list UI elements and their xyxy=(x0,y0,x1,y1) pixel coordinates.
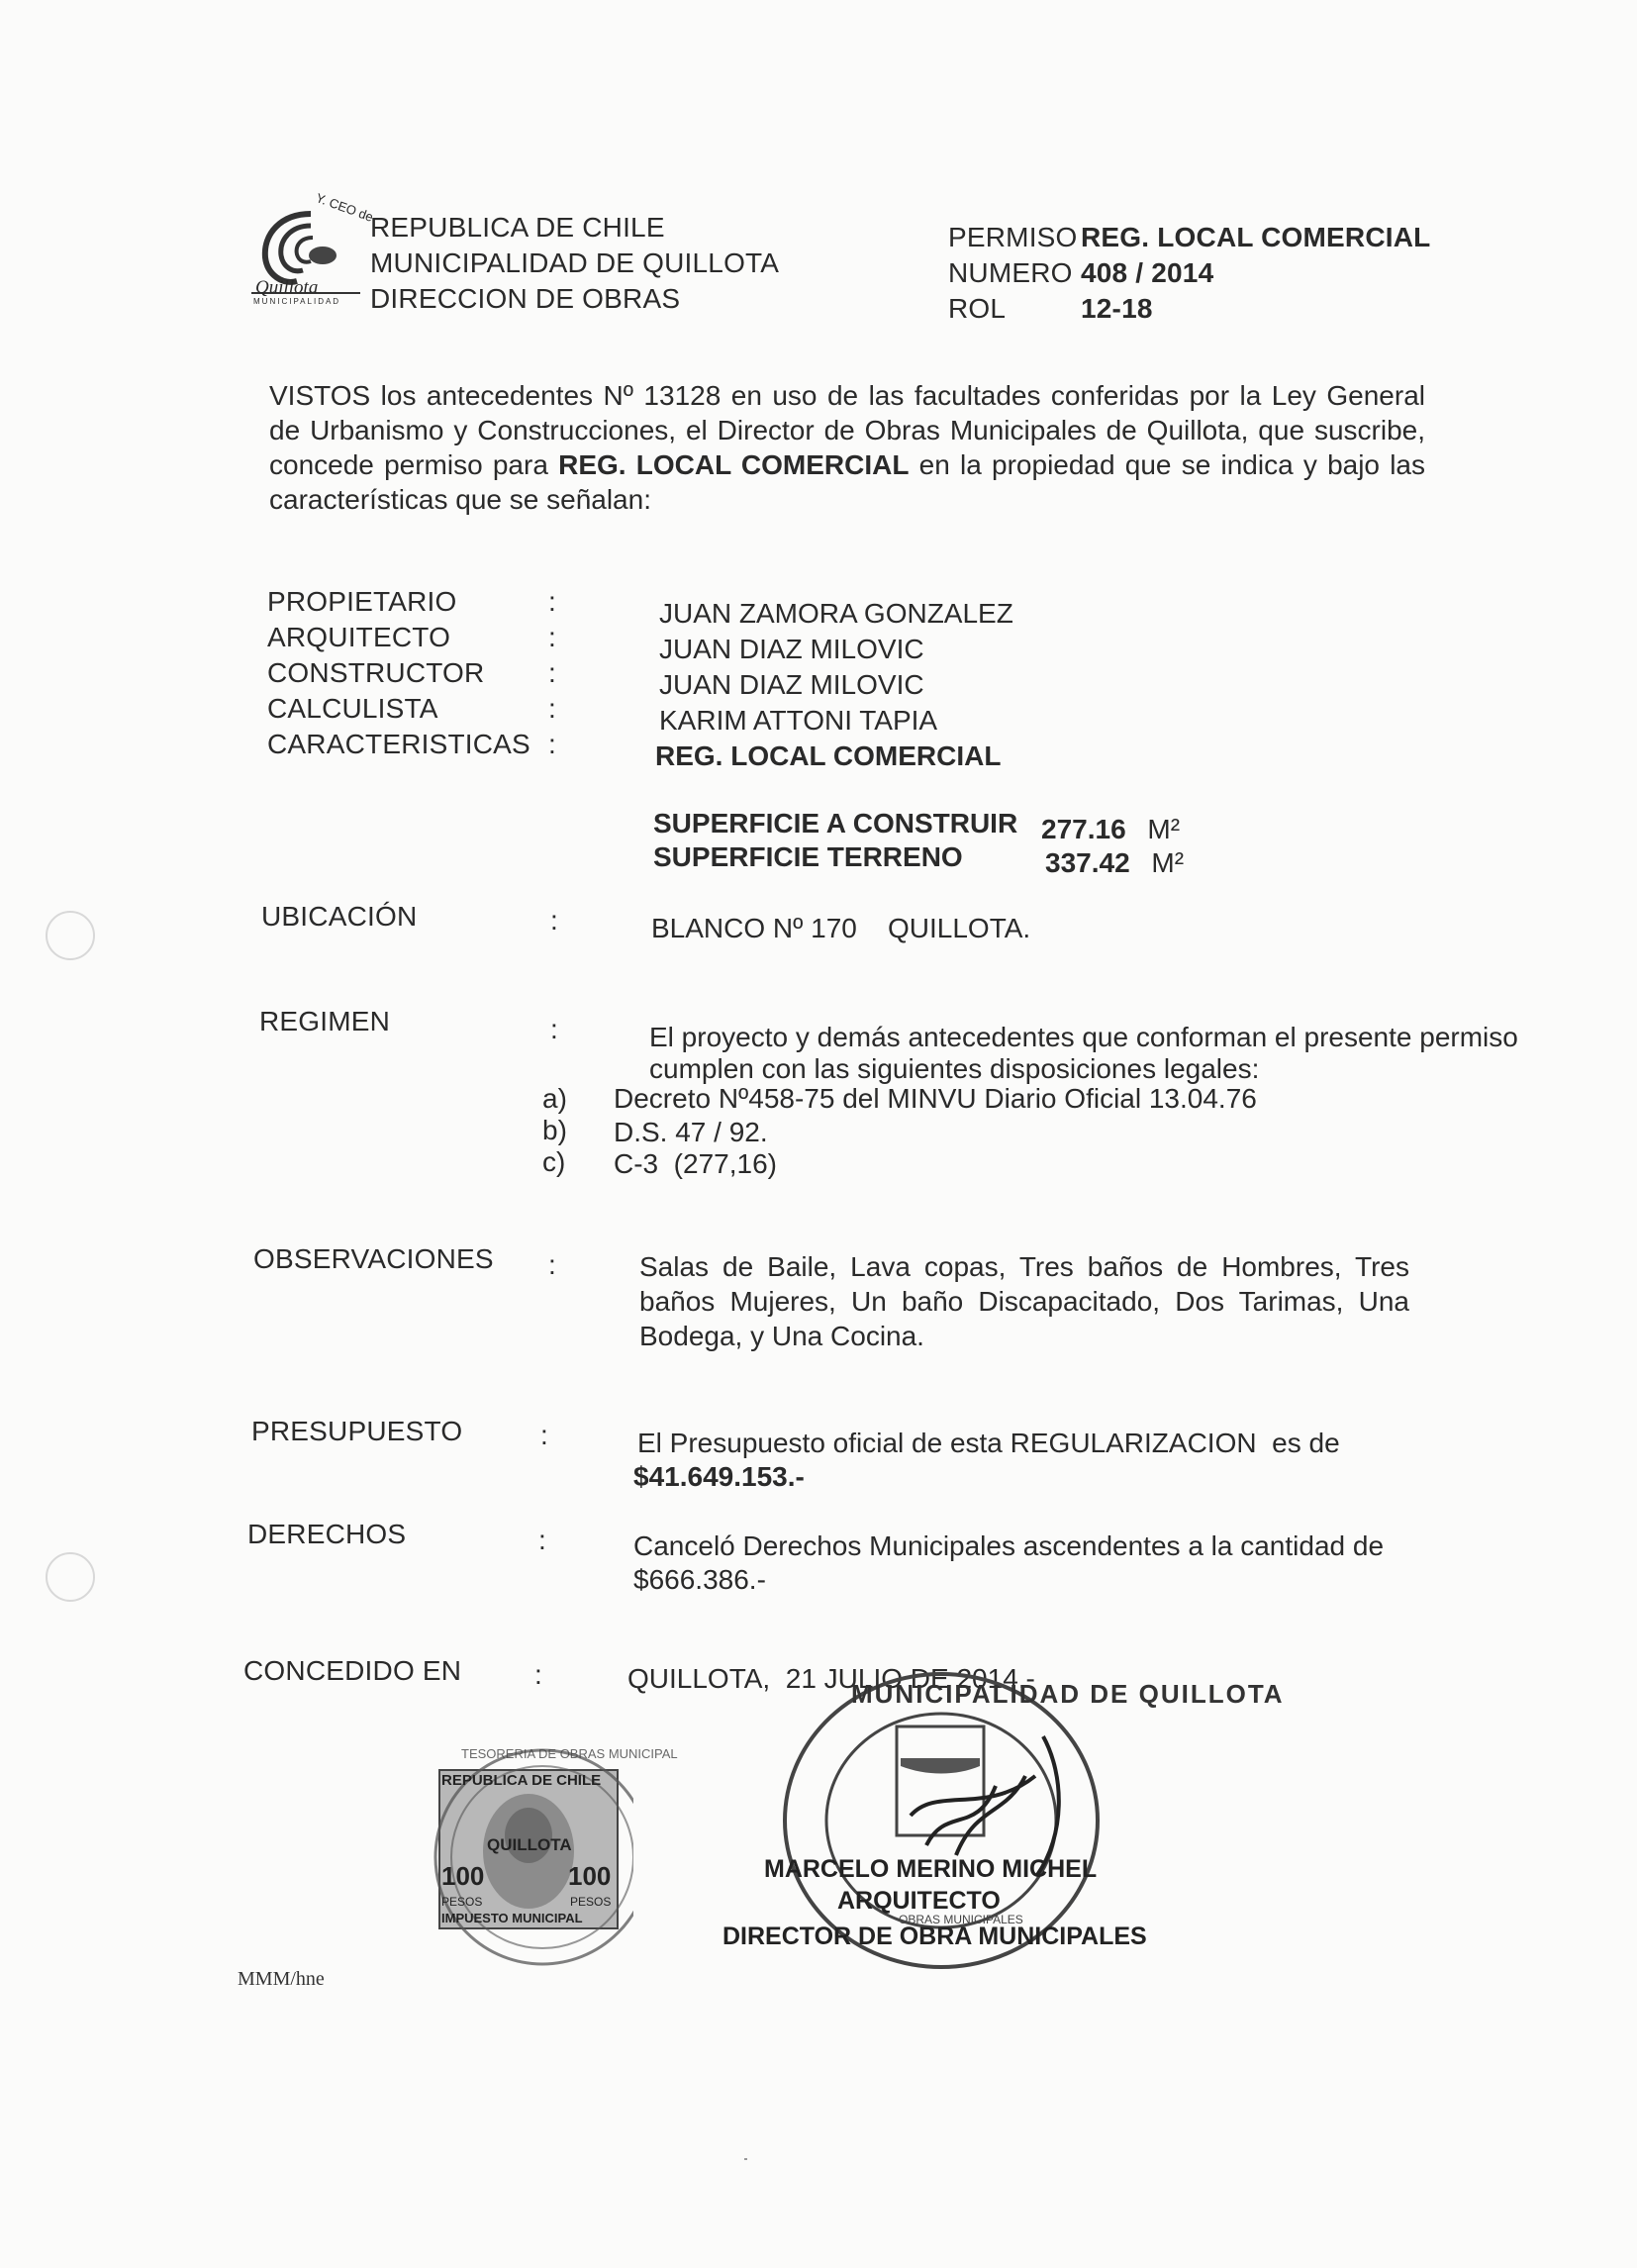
rol-row xyxy=(948,291,1430,327)
permiso-row xyxy=(948,220,1430,255)
signer-title: ARQUITECTO xyxy=(837,1887,1001,1915)
ubicacion-label: UBICACIÓN xyxy=(261,901,418,932)
presupuesto-amount: $41.649.153.- xyxy=(633,1461,805,1492)
header-left xyxy=(370,210,779,317)
superficie-terreno-label: SUPERFICIE TERRENO xyxy=(653,841,963,872)
punch-hole-top xyxy=(46,911,95,960)
regimen-item-c: C-3 (277,16) xyxy=(614,1148,777,1179)
calculista-colon: : xyxy=(548,693,556,724)
concedido-label: CONCEDIDO EN xyxy=(243,1655,462,1686)
header-municipalidad: MUNICIPALIDAD DE QUILLOTA xyxy=(370,247,780,278)
seal-inner-text: OBRAS MUNICIPALES xyxy=(899,1913,1023,1926)
regimen-colon: : xyxy=(550,1014,558,1044)
propietario-value: JUAN ZAMORA GONZALEZ xyxy=(659,598,1013,629)
regimen-line-2: cumplen con las siguientes disposiciones legales: xyxy=(649,1053,1260,1084)
header-republica: REPUBLICA DE CHILE xyxy=(370,212,665,243)
fiscal-stamp-left-value: 100 xyxy=(441,1861,485,1891)
arquitecto-value: JUAN DIAZ MILOVIC xyxy=(659,634,924,664)
punch-hole-bottom xyxy=(46,1552,95,1602)
concedido-colon: : xyxy=(534,1659,542,1690)
arquitecto-label: ARQUITECTO xyxy=(267,622,451,652)
numero-label: NUMERO xyxy=(948,257,1073,288)
logo-script: Quillota xyxy=(255,277,319,298)
propietario-label: PROPIETARIO xyxy=(267,586,457,617)
caracteristicas-value: REG. LOCAL COMERCIAL xyxy=(655,740,1002,771)
header-right xyxy=(948,220,1430,327)
concedido-value: QUILLOTA, 21 JULIO DE 2014.- xyxy=(627,1663,1035,1694)
regimen-item-b: D.S. 47 / 92. xyxy=(614,1117,768,1147)
arquitecto-colon: : xyxy=(548,622,556,652)
superficie-construir-number: 277.16 xyxy=(1041,814,1126,844)
superficie-terreno-number: 337.42 xyxy=(1045,847,1130,878)
fiscal-stamp-top: REPUBLICA DE CHILE xyxy=(441,1772,602,1789)
intro-text-1: VISTOS los antecedentes Nº 13128 en uso de las facultades conferidas por la Ley General de Urbanismo y Construcciones, el Director de Obras Municipales de Quillota, que suscribe, concede permiso para xyxy=(269,380,1425,480)
intro-bold: REG. LOCAL COMERCIAL xyxy=(558,449,910,480)
permiso-value: REG. LOCAL COMERCIAL xyxy=(1081,222,1431,252)
regimen-label: REGIMEN xyxy=(259,1006,391,1036)
regimen-item-c-mark: c) xyxy=(542,1146,566,1177)
caracteristicas-colon: : xyxy=(548,729,556,759)
fiscal-stamp-center: QUILLOTA xyxy=(487,1835,572,1854)
logo-arc-text: Y. CEO de xyxy=(314,190,376,225)
initials: MMM/hne xyxy=(238,1968,325,1990)
intro-text-2: en la propiedad que se indica y bajo las características que se señalan: xyxy=(269,449,1426,515)
municipal-logo xyxy=(241,190,376,311)
numero-row xyxy=(948,255,1430,291)
numero-value: 408 / 2014 xyxy=(1081,257,1214,288)
dust-mark xyxy=(744,2158,747,2160)
superficie-terreno-value xyxy=(1045,847,1184,879)
presupuesto-text: El Presupuesto oficial de esta REGULARIZACION es de xyxy=(637,1428,1340,1458)
fiscal-stamp-bottom-right: PESOS xyxy=(570,1895,612,1909)
caracteristicas-label: CARACTERISTICAS xyxy=(267,729,530,759)
fiscal-stamp-ring: TESORERIA DE OBRAS MUNICIPAL xyxy=(461,1746,678,1761)
fiscal-stamp-right-value: 100 xyxy=(568,1861,612,1891)
superficie-construir-unit: M² xyxy=(1147,814,1181,844)
ubicacion-colon: : xyxy=(550,905,558,936)
regimen-line-1: El proyecto y demás antecedentes que conforman el presente permiso xyxy=(649,1022,1518,1052)
presupuesto-colon: : xyxy=(540,1420,548,1450)
regimen-item-b-mark: b) xyxy=(542,1115,567,1145)
signer-name: MARCELO MERINO MICHEL xyxy=(764,1855,1098,1883)
presupuesto-label: PRESUPUESTO xyxy=(251,1416,463,1446)
superficie-construir-value xyxy=(1041,814,1180,845)
observaciones-colon: : xyxy=(548,1249,556,1280)
superficie-terreno-unit: M² xyxy=(1151,847,1185,878)
permiso-label: PERMISO xyxy=(948,222,1078,252)
intro-paragraph xyxy=(269,378,1425,517)
observaciones-text: Salas de Baile, Lava copas, Tres baños de Hombres, Tres baños Mujeres, Un baño Discapacitado, Dos Tarimas, Una Bodega, y Una Cocina. xyxy=(639,1251,1409,1351)
propietario-colon: : xyxy=(548,586,556,617)
constructor-label: CONSTRUCTOR xyxy=(267,657,485,688)
signer-role: DIRECTOR DE OBRA MUNICIPALES xyxy=(722,1923,1147,1950)
calculista-label: CALCULISTA xyxy=(267,693,438,724)
regimen-item-a-mark: a) xyxy=(542,1083,567,1114)
derechos-text: Canceló Derechos Municipales ascendentes a la cantidad de xyxy=(633,1530,1385,1561)
rol-label: ROL xyxy=(948,293,1007,324)
fiscal-stamp-footer: IMPUESTO MUNICIPAL xyxy=(441,1911,583,1925)
observaciones-label: OBSERVACIONES xyxy=(253,1243,494,1274)
calculista-value: KARIM ATTONI TAPIA xyxy=(659,705,938,736)
header-direccion: DIRECCION DE OBRAS xyxy=(370,283,681,314)
fiscal-stamp-bottom-left: PESOS xyxy=(441,1895,483,1909)
derechos-colon: : xyxy=(538,1525,546,1555)
seal-ring-text: MUNICIPALIDAD DE QUILLOTA xyxy=(851,1679,1285,1709)
regimen-item-a: Decreto Nº458-75 del MINVU Diario Oficial 13.04.76 xyxy=(614,1083,1257,1114)
derechos-amount: $666.386.- xyxy=(633,1564,766,1595)
rol-value: 12-18 xyxy=(1081,293,1153,324)
constructor-value: JUAN DIAZ MILOVIC xyxy=(659,669,924,700)
logo-subtitle: MUNICIPALIDAD xyxy=(253,297,341,306)
ubicacion-value: BLANCO Nº 170 QUILLOTA. xyxy=(651,913,1031,943)
fiscal-stamp xyxy=(426,1740,678,1978)
superficie-construir-label: SUPERFICIE A CONSTRUIR xyxy=(653,808,1018,838)
derechos-label: DERECHOS xyxy=(247,1519,407,1549)
constructor-colon: : xyxy=(548,657,556,688)
